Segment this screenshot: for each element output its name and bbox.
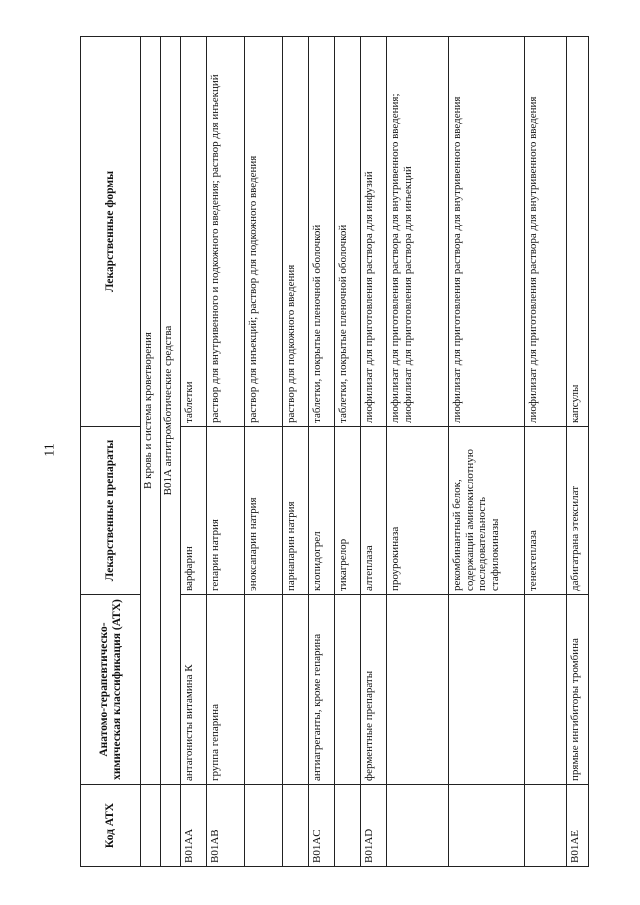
row-code	[283, 785, 309, 867]
table-row	[283, 37, 309, 867]
table-row	[567, 37, 589, 867]
row-drug: парнапарин натрия	[283, 427, 309, 595]
row-code: B01AA	[181, 785, 207, 867]
row-form: лиофилизат для приготовления раствора для инфузий	[361, 37, 387, 427]
row-form: лиофилизат для приготовления раствора для внутривенного введения	[525, 37, 567, 427]
row-form: лиофилизат для приготовления раствора для внутривенного введения	[449, 37, 525, 427]
row-code: B01AD	[361, 785, 387, 867]
table-row	[335, 37, 361, 867]
table-row	[525, 37, 567, 867]
row-code	[245, 785, 283, 867]
row-drug: варфарин	[181, 427, 207, 595]
row-form: таблетки, покрытые пленочной оболочкой	[309, 37, 335, 427]
row-form: раствор для инъекций; раствор для подкожного введения	[245, 37, 283, 427]
row-code	[525, 785, 567, 867]
row-drug: тенектеплаза	[525, 427, 567, 595]
section-row	[141, 37, 161, 867]
table-header-row	[81, 37, 141, 867]
row-code: B01AE	[567, 785, 589, 867]
table-row	[309, 37, 335, 867]
row-drug: тикагрелор	[335, 427, 361, 595]
row-drug: гепарин натрия	[207, 427, 245, 595]
subsection-title: В01А антитромботические средства	[161, 37, 181, 785]
row-code	[449, 785, 525, 867]
row-group: антагонисты витамина К	[181, 595, 207, 785]
atc-drug-table	[80, 36, 589, 867]
row-drug: клопидогрел	[309, 427, 335, 595]
row-drug: дабигатрана этексилат	[567, 427, 589, 595]
subsection-row	[161, 37, 181, 867]
row-group	[387, 595, 449, 785]
row-group: ферментные препараты	[361, 595, 387, 785]
table-row	[361, 37, 387, 867]
row-drug: эноксапарин натрия	[245, 427, 283, 595]
row-group: группа гепарина	[207, 595, 245, 785]
row-form: таблетки, покрытые пленочной оболочкой	[335, 37, 361, 427]
header-forms: Лекарственные формы	[81, 37, 141, 427]
table-row	[181, 37, 207, 867]
row-code: B01AB	[207, 785, 245, 867]
header-code: Код АТХ	[81, 785, 141, 867]
row-group	[335, 595, 361, 785]
row-form: таблетки	[181, 37, 207, 427]
row-group	[525, 595, 567, 785]
row-form: капсулы	[567, 37, 589, 427]
row-drug: проурокиназа	[387, 427, 449, 595]
row-drug: рекомбинантный белок, содержащий аминокислотную последовательность стафилокиназы	[449, 427, 525, 595]
row-code	[387, 785, 449, 867]
header-classification: Анатомо-терапевтическо-химическая классификация (АТХ)	[81, 595, 141, 785]
row-drug: алтеплаза	[361, 427, 387, 595]
section-title: В кровь и система кроветворения	[141, 37, 161, 785]
row-group: прямые ингибиторы тромбина	[567, 595, 589, 785]
row-group	[245, 595, 283, 785]
row-group	[283, 595, 309, 785]
row-code	[335, 785, 361, 867]
table-row	[449, 37, 525, 867]
row-form: раствор для подкожного введения	[283, 37, 309, 427]
row-group: антиагреганты, кроме гепарина	[309, 595, 335, 785]
header-drugs: Лекарственные препараты	[81, 427, 141, 595]
row-group	[449, 595, 525, 785]
rotated-table-container	[80, 37, 584, 867]
table-row	[207, 37, 245, 867]
row-form: раствор для внутривенного и подкожного введения; раствор для инъекций	[207, 37, 245, 427]
page-number: 11	[42, 443, 58, 457]
row-code: B01AC	[309, 785, 335, 867]
table-row	[245, 37, 283, 867]
table-row	[387, 37, 449, 867]
row-form: лиофилизат для приготовления раствора для внутривенного введения; лиофилизат для приготовления раствора для инъекций	[387, 37, 449, 427]
